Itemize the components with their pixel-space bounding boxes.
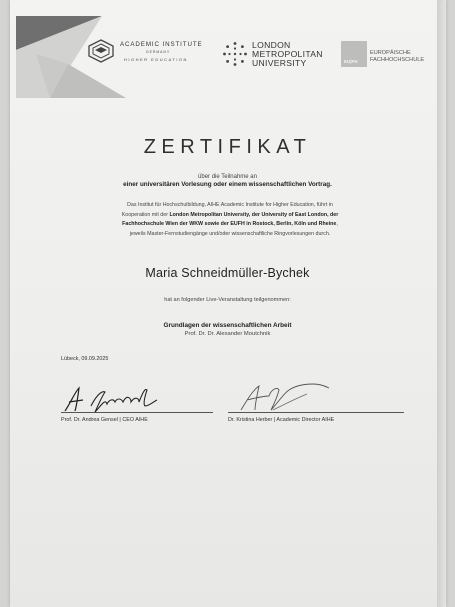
signature-line-left (61, 412, 213, 413)
euifh-logo-box (341, 41, 367, 67)
dotted-circle-icon (222, 41, 248, 67)
hexagon-logo-icon (86, 38, 116, 64)
cooperation-paragraph (70, 201, 390, 239)
signature-left (61, 384, 171, 414)
intro-text: über die Teilnahme an (198, 174, 257, 180)
logo-line: METROPOLITAN (252, 49, 323, 59)
certificate-title: ZERTIFIKAT (143, 136, 312, 158)
logo-line: EUROPÄISCHE (370, 50, 411, 56)
partners-bold: London Metropolitan University, der University of East London, der (169, 211, 339, 218)
london-met-logo (222, 41, 332, 71)
signature-caption-right: Dr. Kristina Herber | Academic Director AIHE (228, 417, 335, 423)
paragraph-line (70, 220, 390, 230)
logo-line: FACHHOCHSCHULE (370, 57, 425, 63)
euifh-abbr: EU|FH (344, 59, 358, 64)
logo-country: GERMANY (146, 50, 171, 54)
london-met-name (252, 41, 323, 68)
reason-text: einer universitären Vorlesung oder einem wissenschaftlichen Vortrag. (123, 181, 332, 188)
text-span: , (336, 221, 338, 228)
euifh-name (370, 50, 424, 64)
signature-right (233, 380, 343, 414)
logo-title: ACADEMIC INSTITUTE (120, 41, 203, 48)
academic-institute-logo (86, 38, 211, 68)
logo-line: LONDON (252, 40, 291, 50)
lecturer-name: Prof. Dr. Dr. Alexander Moutchnik (184, 331, 271, 337)
signature-caption-left: Prof. Dr. Andrea Gensel | CEO AIHE (61, 417, 148, 423)
participation-text: hat an folgender Live-Veranstaltung teilgenommen: (164, 297, 291, 303)
place-date: Lübeck, 09.09.2025 (61, 356, 109, 362)
logo-line: UNIVERSITY (252, 58, 307, 68)
recipient-name: Maria Schneidmüller-Bychek (145, 266, 310, 280)
paragraph-line: Das Institut für Hochschulbildung, AIHE Academic Institute for Higher Education, führt in (127, 202, 333, 208)
signature-line-right (228, 412, 404, 413)
paper-edge (437, 0, 446, 607)
paragraph-line: jeweils Master-Fernstudiengänge und/oder wissenschaftliche Ringvorlesungen durch. (129, 230, 331, 237)
course-title: Grundlagen der wissenschaftlichen Arbeit (163, 322, 292, 329)
logo-tagline: HIGHER EDUCATION (124, 57, 188, 62)
paragraph-line (70, 211, 390, 221)
partners-bold: Fachhochschule Wien der WKW sowie der EUFH in Rostock, Berlin, Köln und Rheine (122, 221, 337, 228)
text-span: Kooperation mit der (121, 211, 170, 218)
